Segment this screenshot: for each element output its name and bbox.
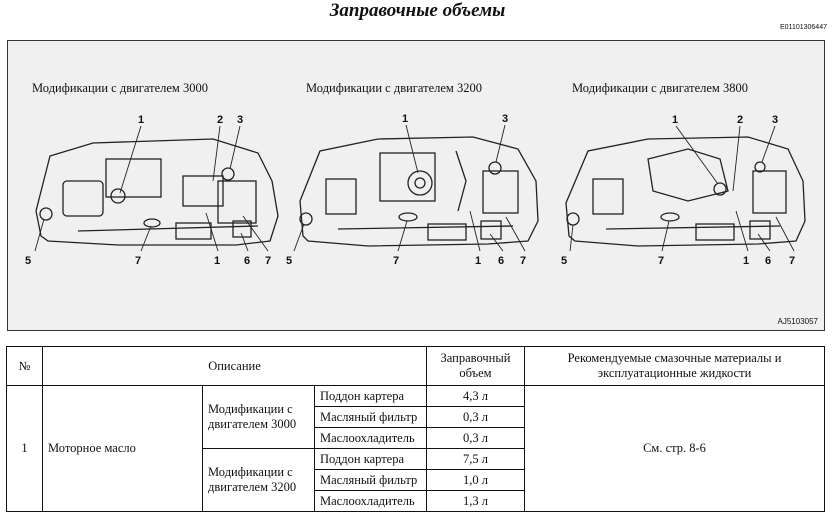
engine-bay-3200-drawing xyxy=(300,137,538,246)
modification-label-3000: Модификации с двигателем 3000 xyxy=(32,81,208,95)
callout-mid-6: 6 xyxy=(498,255,505,267)
capacity-table xyxy=(6,346,825,512)
figure-code: AJ5103057 xyxy=(777,317,818,326)
callout-left-6: 6 xyxy=(244,255,251,267)
engine-bay-3000-drawing xyxy=(36,139,278,245)
part-volume: 0,3 л xyxy=(427,428,525,449)
callout-right-5: 5 xyxy=(561,255,568,267)
callout-right-1b: 1 xyxy=(743,255,750,267)
group-label-3200: Модификации с двигателем 3200 xyxy=(203,449,315,512)
group-label-3000: Модификации с двигателем 3000 xyxy=(203,386,315,449)
callout-right-1: 1 xyxy=(672,114,679,126)
part-name: Маслоохладитель xyxy=(315,428,427,449)
callout-left-3: 3 xyxy=(237,114,244,126)
callout-mid-7a: 7 xyxy=(393,255,400,267)
row-number: 1 xyxy=(7,386,43,512)
engine-drawings xyxy=(8,41,824,330)
callout-mid-1: 1 xyxy=(402,113,409,125)
callout-left-7a: 7 xyxy=(135,255,142,267)
page-title: Заправочные объемы xyxy=(329,0,506,21)
callout-left-1: 1 xyxy=(138,114,145,126)
part-volume: 4,3 л xyxy=(427,386,525,407)
callout-left-2: 2 xyxy=(217,114,224,126)
row-item: Моторное масло xyxy=(43,386,203,512)
callout-left-1b: 1 xyxy=(214,255,221,267)
callout-mid-3: 3 xyxy=(502,113,509,125)
header-description: Описание xyxy=(43,347,427,386)
callout-right-7b: 7 xyxy=(789,255,796,267)
callout-right-6: 6 xyxy=(765,255,772,267)
part-name: Масляный фильтр xyxy=(315,407,427,428)
callout-mid-1b: 1 xyxy=(475,255,482,267)
part-volume: 7,5 л xyxy=(427,449,525,470)
modification-label-3800: Модификации с двигателем 3800 xyxy=(572,81,748,95)
part-name: Поддон картера xyxy=(315,449,427,470)
part-name: Поддон картера xyxy=(315,386,427,407)
modification-label-3200: Модификации с двигателем 3200 xyxy=(306,81,482,95)
engine-figure xyxy=(7,40,825,331)
header-volume: Заправочный объем xyxy=(427,347,525,386)
callout-right-7a: 7 xyxy=(658,255,665,267)
header-number: № xyxy=(7,347,43,386)
part-volume: 1,0 л xyxy=(427,470,525,491)
part-name: Маслоохладитель xyxy=(315,491,427,512)
callout-left-5: 5 xyxy=(25,255,32,267)
part-volume: 0,3 л xyxy=(427,407,525,428)
callout-right-2: 2 xyxy=(737,114,744,126)
part-name: Масляный фильтр xyxy=(315,470,427,491)
recommended-reference: См. стр. 8-6 xyxy=(525,386,825,512)
callout-right-3: 3 xyxy=(772,114,779,126)
document-code: E01101306447 xyxy=(780,24,827,31)
part-volume: 1,3 л xyxy=(427,491,525,512)
callout-mid-7b: 7 xyxy=(520,255,527,267)
callout-mid-5: 5 xyxy=(286,255,293,267)
engine-bay-3800-drawing xyxy=(566,137,805,246)
header-recommended: Рекомендуемые смазочные материалы и эксплуатационные жидкости xyxy=(525,347,825,386)
callout-left-7b: 7 xyxy=(265,255,272,267)
